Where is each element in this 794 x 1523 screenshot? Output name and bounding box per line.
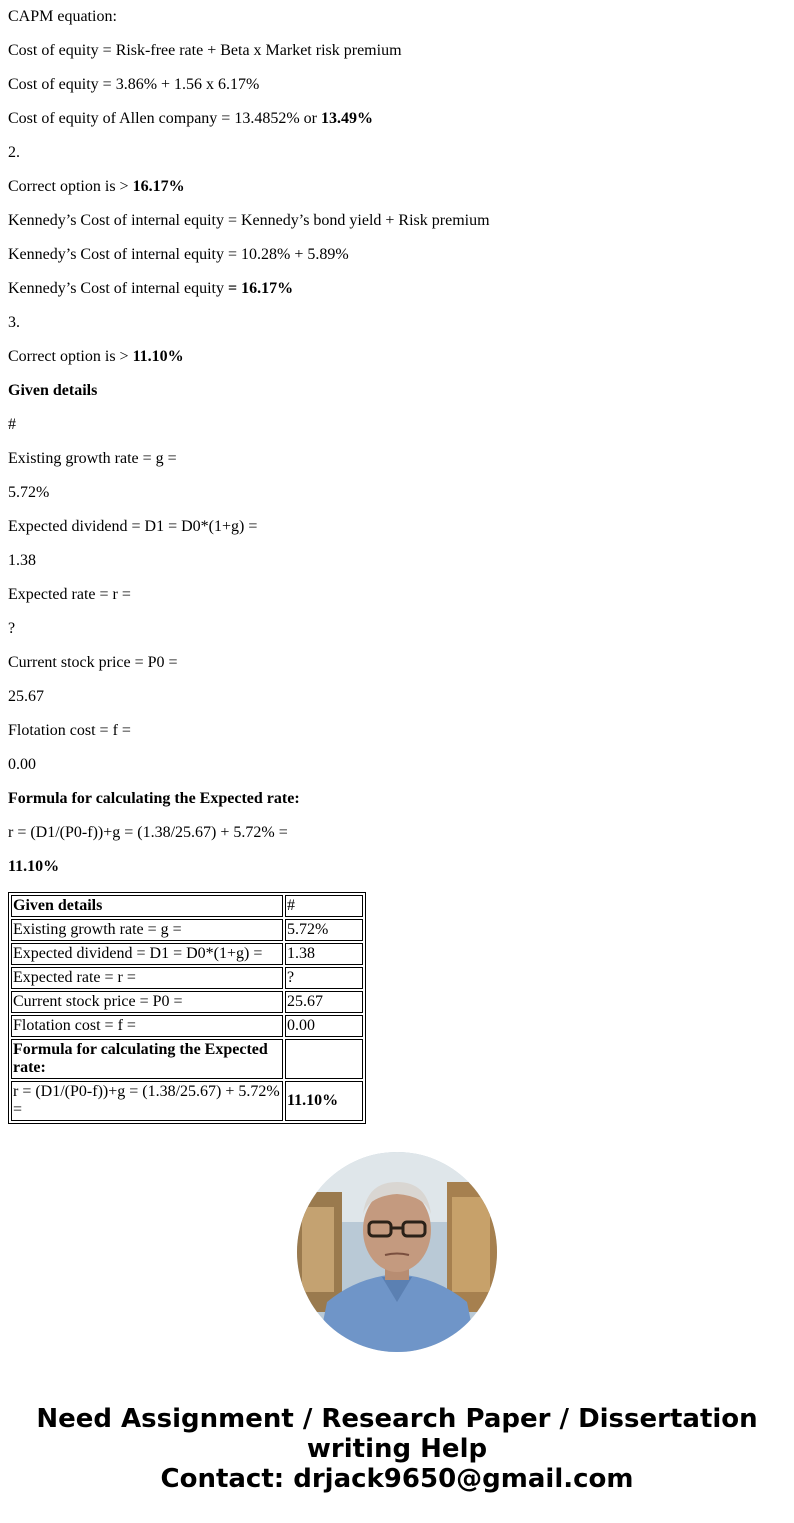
question-3-number: 3.	[8, 314, 20, 331]
table-row	[11, 919, 363, 941]
table-cell-label	[11, 991, 283, 1013]
table-value-text: 25.67	[287, 993, 323, 1010]
table-cell-label	[11, 943, 283, 965]
details-table-body	[11, 895, 363, 1121]
capm-result-text: Cost of equity of Allen company = 13.4852% or	[8, 110, 321, 127]
price-label: Current stock price = P0 =	[8, 654, 178, 671]
rate-label: Expected rate = r =	[8, 586, 131, 603]
author-photo-icon	[297, 1152, 497, 1352]
dividend-label: Expected dividend = D1 = D0*(1+g) =	[8, 518, 258, 535]
footer-banner	[0, 1404, 794, 1494]
flotation-label: Flotation cost = f =	[8, 722, 131, 739]
table-value-text: ?	[287, 969, 295, 986]
table-cell-label	[11, 919, 283, 941]
table-cell-label	[11, 1039, 283, 1079]
growth-value: 5.72%	[8, 484, 50, 501]
table-cell-value	[285, 919, 363, 941]
price-value: 25.67	[8, 688, 44, 705]
dividend-value: 1.38	[8, 552, 36, 569]
formula-heading	[8, 790, 786, 808]
formula-line: r = (D1/(P0-f))+g = (1.38/25.67) + 5.72% =	[8, 824, 288, 841]
kennedy-formula: Kennedy’s Cost of internal equity = Kennedy’s bond yield + Risk premium	[8, 212, 490, 229]
table-cell-value	[285, 967, 363, 989]
question-2-number: 2.	[8, 144, 20, 161]
table-cell-value	[285, 943, 363, 965]
author-avatar	[297, 1152, 497, 1352]
table-row	[11, 967, 363, 989]
capm-formula: Cost of equity = Risk-free rate + Beta x Market risk premium	[8, 42, 402, 59]
table-cell-label	[11, 1081, 283, 1121]
table-row	[11, 1015, 363, 1037]
table-row	[11, 943, 363, 965]
kennedy-result-text: Kennedy’s Cost of internal equity	[8, 280, 228, 297]
hash-line: #	[8, 416, 16, 433]
capm-values: Cost of equity = 3.86% + 1.56 x 6.17%	[8, 76, 260, 93]
capm-heading: CAPM equation:	[8, 8, 117, 25]
table-label-text: Expected rate = r =	[13, 969, 136, 986]
given-details-table	[8, 892, 366, 1124]
footer-contact: Contact: drjack9650@gmail.com	[160, 1464, 634, 1494]
footer-line-1: Need Assignment / Research Paper / Dissertation	[36, 1404, 758, 1434]
q3-option-text: Correct option is >	[8, 348, 133, 365]
formula-result-text: 11.10%	[8, 858, 60, 875]
table-value-text: 11.10%	[287, 1092, 339, 1109]
question-2-answer	[8, 178, 786, 196]
table-value-text: 1.38	[287, 945, 315, 962]
table-value-text: #	[287, 897, 295, 914]
table-cell-value	[285, 1039, 363, 1079]
table-label-text: Expected dividend = D1 = D0*(1+g) =	[13, 945, 263, 962]
table-label-text: r = (D1/(P0-f))+g = (1.38/25.67) + 5.72% =	[13, 1083, 280, 1118]
table-cell-label	[11, 967, 283, 989]
table-row	[11, 895, 363, 917]
rate-value: ?	[8, 620, 16, 637]
flotation-value: 0.00	[8, 756, 36, 773]
table-cell-value	[285, 991, 363, 1013]
table-row	[11, 1081, 363, 1121]
table-value-text: 5.72%	[287, 921, 329, 938]
growth-label: Existing growth rate = g =	[8, 450, 177, 467]
table-cell-label	[11, 1015, 283, 1037]
kennedy-result	[8, 280, 786, 298]
table-cell-value	[285, 1015, 363, 1037]
footer-line-2: writing Help	[306, 1434, 488, 1464]
capm-result	[8, 110, 786, 128]
table-cell-label	[11, 895, 283, 917]
table-cell-value	[285, 895, 363, 917]
formula-heading-text: Formula for calculating the Expected rate:	[8, 790, 300, 807]
table-label-text: Existing growth rate = g =	[13, 921, 182, 938]
table-value-text: 0.00	[287, 1017, 315, 1034]
given-details-text: Given details	[8, 382, 98, 399]
kennedy-values: Kennedy’s Cost of internal equity = 10.28% + 5.89%	[8, 246, 349, 263]
kennedy-result-value: = 16.17%	[227, 280, 294, 297]
formula-result	[8, 858, 786, 876]
q2-option-value: 16.17%	[132, 178, 185, 195]
table-label-text: Formula for calculating the Expected rate:	[13, 1041, 268, 1076]
table-row	[11, 991, 363, 1013]
table-label-text: Current stock price = P0 =	[13, 993, 183, 1010]
given-details-heading	[8, 382, 786, 400]
capm-result-value: 13.49%	[320, 110, 373, 127]
q3-option-value: 11.10%	[132, 348, 184, 365]
q2-option-text: Correct option is >	[8, 178, 133, 195]
table-cell-value	[285, 1081, 363, 1121]
table-label-text: Flotation cost = f =	[13, 1017, 136, 1034]
question-3-answer	[8, 348, 786, 366]
table-label-text: Given details	[13, 897, 103, 914]
table-row	[11, 1039, 363, 1079]
